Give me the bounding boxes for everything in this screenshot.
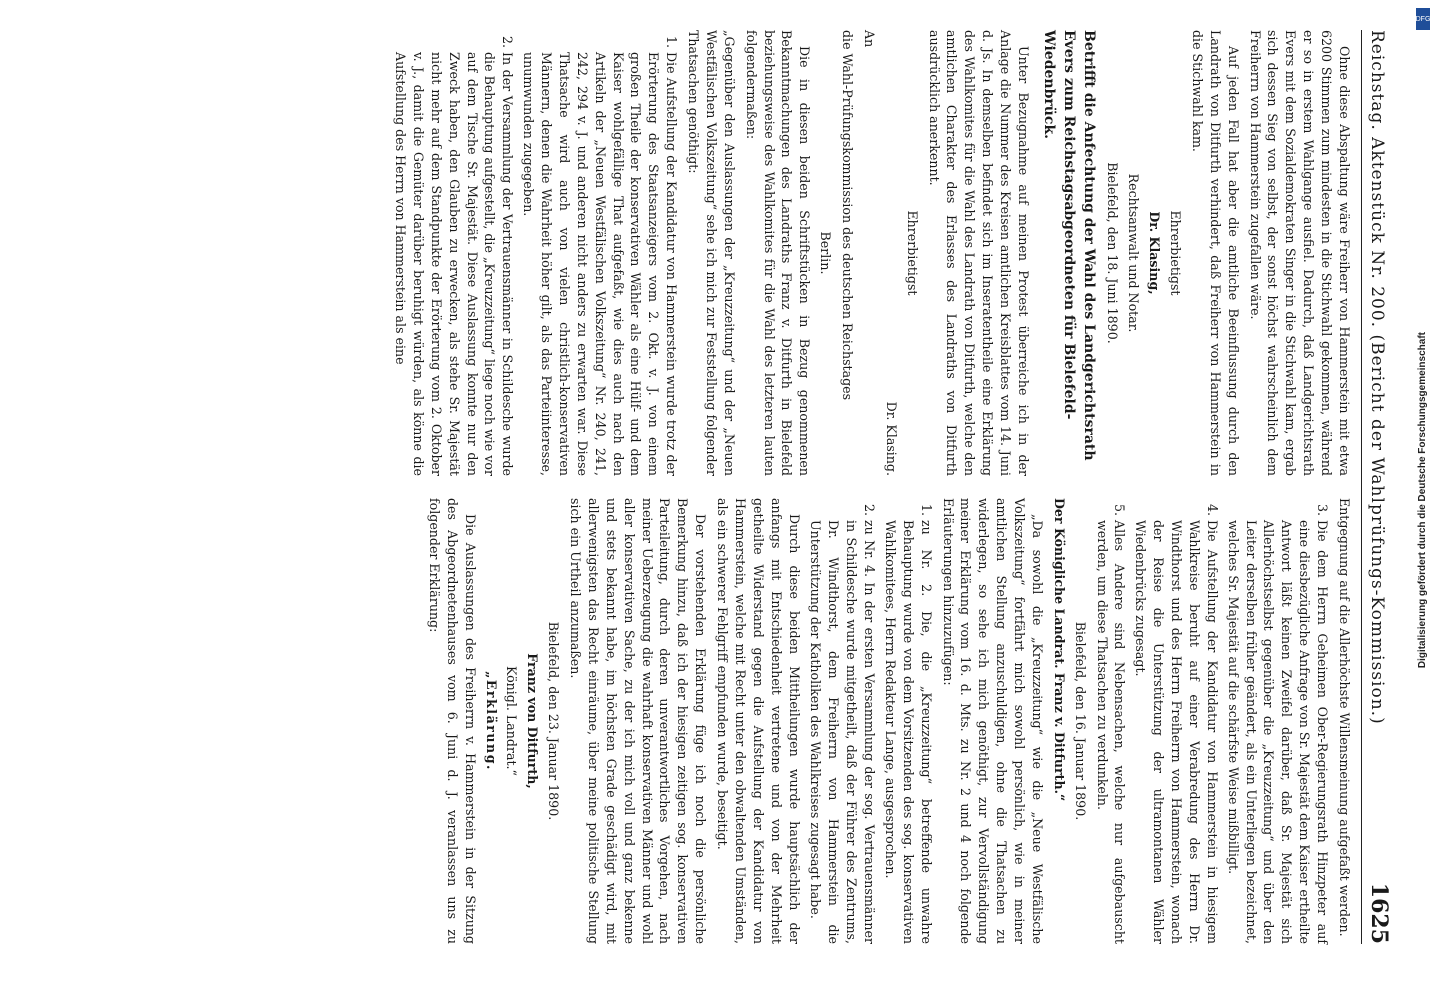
signature-name: Franz von Ditfurth, [525, 653, 541, 789]
addressee-city: Berlin. [818, 231, 834, 275]
list-item: 3. Die dem Herrn Geheimen Ober-Regierungsrath Hinzpeter auf eine diesbezügliche Anfrage von Sr. Majestät dem Kaiser ertheilte Antwort läßt keinen Zweifel darüber, daß Sr. Majestät sich Allerhöchstselbst gegenüber die „Kreuzzeitung“ und über den Leiter derselben früher geändert, als ein Unterliegen bezeichnet, welches Sr. Majestät auf die schärfste Weise mißbilligt. [1224, 520, 1331, 944]
section-heading: Betrifft die Anfechtung der Wahl des Landgerichtsrath Evers zum Reichstagsabgeordneten für Bielefeld-Wiedenbrück. [1040, 30, 1097, 461]
digitization-text: Digitalisierung gefördert durch die Deutsche Forschungsgemeinschaft [1416, 331, 1428, 669]
right-column [387, 498, 1353, 944]
list-item: 2. zu Nr. 4. In der ersten Versammlung der sog. Vertrauensmänner in Schildesche wurde mitgetheilt, daß der Führer des Zentrums, Dr. Windthorst, dem Freiherrn von Hammerstein die Unterstützung der Katholiken des Wahlkreises zugesagt habe. [807, 520, 879, 944]
paragraph: Entgegnung auf die Allerhöchste Willensmeinung aufgefaßt werden. [1337, 498, 1352, 937]
left-column [387, 30, 1353, 476]
signature-line: Der Königliche Landrat. Franz v. Ditfurth.“ [1051, 498, 1067, 802]
signature-name: Dr. Klasing. [883, 401, 899, 476]
list-item: 2. In der Versammlung der Vertrauensmänner in Schildesche wurde die Behauptung aufgestellt, die „Kreuzzeitung“ liege noch wie vor auf dem Tische Sr. Majestät. Diese Auslassung konnte nur den Zweck haben, den Glauben zu erwecken, als stehe Sr. Majestät nicht mehr auf dem Standpunkte der Erörterung vom 2. Oktober v. J., damit die Gemüter darüber beruhigt würden, als könne die Aufstellung des Herrn von Hammerstein als eine [391, 52, 516, 476]
dfg-logo: DFG [1416, 8, 1430, 30]
paragraph: „Gegenüber den Auslassungen der „Kreuzzeitung“ und der „Neuen Westfälischen Volkszeitung“ sehe ich mich zur Feststellung folgender Thatsachen genöthigt: [686, 30, 737, 476]
paragraph: „Da sowohl die „Kreuzzeitung“ wie die „Neue Westfälische Volkszeitung“ fortfährt mich sowohl persönlich, wie in meiner amtlichen Stellung anzuschuldigen, ohne die Thatsachen zu widerlegen, so sehe ich mich genöthigt, zur Vervollständigung meiner Erklärung vom 16. d. Mts. zu Nr. 2 und 4 noch folgende Erläuterungen hinzuzufügen: [940, 498, 1045, 944]
numbered-list [807, 498, 935, 944]
place-date: Bielefeld, den 23. Januar 1890. [546, 621, 562, 821]
list-item: 4. Die Aufstellung der Kandidatur von Hammerstein in hiesigem Wahlkreise beruht auf einer Verabredung des Herrn Dr. Windthorst und des Herrn Freiherrn von Hammerstein, wonach der Reise die Unterstützung der ultramontanen Wähler Wiedenbrücks zugesagt. [1132, 520, 1221, 944]
paragraph: Ohne diese Abspaltung wäre Freiherr von Hammerstein mit etwa 6200 Stimmen zum mindesten in die Stichwahl gekommen, während er so in erstem Wahlgange ausfiel. Dadurch, daß Landgerichtsrath Evers mit dem Sozialdemokraten Singer in die Stichwahl kam, ergab sich dessen Sieg von selbst, der sonst höchst wahrscheinlich dem Freiherrn von Hammerstein zugefallen wäre. [1247, 30, 1352, 476]
numbered-list [391, 30, 680, 476]
paragraph: Die in diesen beiden Schriftstücken in Bezug genommenen Bekanntmachungen des Landraths Franz v. Ditfurth in Bielefeld beziehungsweise des Wahlkomites für die Wahl des letzteren lauten folgendermaßen: [743, 30, 813, 476]
numbered-list [1093, 498, 1331, 944]
running-head: Reichstag. Aktenstück Nr. 200. (Bericht der Wahlprüfungs-Kommission.) [1367, 30, 1387, 725]
declaration-title: „Erklärung. [483, 671, 499, 771]
addressee-to: An [862, 30, 877, 48]
paragraph: Die Auslassungen des Freiherrn v. Hammerstein in der Sitzung des Abgeordnetenhauses vom 6. Juni d. J. veranlassen uns zu folgender Erklärung: [427, 498, 478, 944]
signature-role: Königl. Landrat.“ [504, 666, 520, 776]
page-number: 1625 [1366, 882, 1392, 944]
signature-role: Rechtsanwalt und Notar. [1126, 173, 1142, 333]
signature-greeting: Ehrerbietigst [1168, 210, 1184, 296]
addressee-line: die Wahl-Prüfungskommission des deutschen Reichstages [840, 30, 856, 401]
digitization-note [1412, 0, 1432, 1000]
list-item: 1. zu Nr. 2. Die, die „Kreuzzeitung“ betreffende unwahre Behauptung wurde von dem Vorsitzenden des sog. konservativen Wahlkomitees, Herrn Redakteur Lange, ausgesprochen. [881, 520, 935, 944]
list-item: 1. Die Aufstellung der Kandidatur von Hammerstein wurde trotz der Erörterung des Staatsanzeigers vom 2. Okt. v. J. von einem großen Theile der konservativen Wähler als eine Hülf- und dem Kaiser wohlgefällige That aufgefaßt, wie dies auch nach den Artikeln der „Neuen Westfälischen Volkszeitung“ Nr. 240, 241, 242, 294 v. J. und anderen nicht anders zu erwarten war. Diese Thatsache wird auch von vielen christlich-konservativen Männern, denen die Wahrheit höher gilt, als das Parteiinteresse, unumwunden zugegeben. [519, 52, 680, 476]
place-date: Bielefeld, den 16. Januar 1890. [1072, 621, 1088, 821]
list-item: 5. Alles Andere sind Nebensachen, welche nur aufgebauscht werden, um diese Thatsachen zu verdunkeln. [1093, 520, 1129, 944]
paragraph: Auf jeden Fall hat aber die amtliche Beeinflussung durch den Landrath von Ditfurth verhindert, daß Freiherr von Hammerstein in die Stichwahl kam. [1190, 30, 1241, 476]
place-date: Bielefeld, den 18. Juni 1890. [1105, 162, 1121, 344]
paragraph: Unter Bezugnahme auf meinen Protest überreiche ich in der Anlage die Nummer des Kreisen amtlichen Kreisblattes vom 14. Juni d. Js. In demselben befindet sich im Inseratentheile eine Erklärung des Wahlkomites für die Wahl des Landrath von Ditfurth, welche den amtlichen Charakter des Erlasses des Landraths von Ditfurth ausdrücklich anerkennt. [926, 30, 1031, 476]
paragraph: Durch diese beiden Mittheilungen wurde hauptsächlich der anfangs mit Entschiedenheit vertretene und von der Mehrheit getheilte Widerstand gegen die Aufstellung der Kandidatur von Hammerstein, welche mit Recht unter den obwaltenden Umständen, als ein schwerer Fehlgriff empfunden wurde, beseitigt. [715, 498, 802, 944]
signature-name: Dr. Klasing, [1147, 211, 1163, 295]
page-header [1361, 30, 1392, 944]
signature-greeting: Ehrerbietigst [904, 210, 920, 296]
text-columns [387, 30, 1353, 944]
paragraph: Der vorstehenden Erklärung füge ich noch die persönliche Bemerkung hinzu, daß ich der hiesigen zeitigen sog. konservativen Parteileitung, durch deren unverantwortliches Vorgehen, nach meiner Ueberzeugung die wahrhaft konservativen Männer und wohl aller konservativen Sache, zu der ich mich voll und ganz bekenne und stets bekannt habe, im höchsten Grade geschädigt wird, mit allerwenigsten das Recht einräume, über meine politische Stellung sich ein Urtheil anzumaßen. [568, 498, 709, 944]
